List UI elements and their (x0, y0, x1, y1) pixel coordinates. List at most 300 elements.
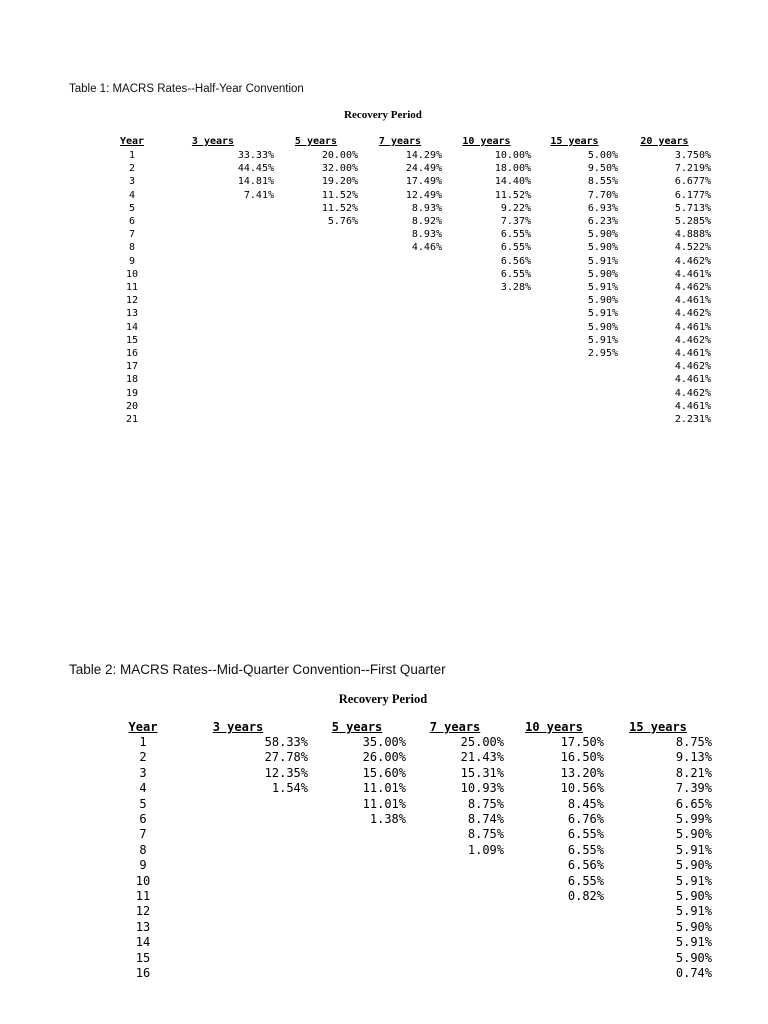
rate-cell (152, 321, 274, 334)
rate-cell: 8.93% (411, 202, 442, 214)
rate-cell: 24.49% (405, 163, 442, 175)
rate-cell: 35.00% (362, 735, 406, 749)
rate-cell: 6.55% (500, 242, 531, 254)
rate-cell: 6.65% (675, 796, 712, 811)
table-row (112, 241, 711, 254)
rate-cell (152, 334, 274, 347)
rate-cell (274, 347, 358, 360)
rate-cell: 19.20% (321, 176, 358, 188)
rate-cell: 8.45% (567, 796, 604, 811)
rate-cell: 15.60% (362, 765, 406, 780)
table-row (118, 750, 712, 765)
year-cell: 8 (139, 842, 147, 857)
rate-cell: 7.37% (500, 216, 531, 228)
rate-cell: 5.91% (587, 255, 618, 267)
rate-cell (274, 373, 358, 386)
rate-cell: 5.90% (675, 889, 712, 904)
table1-header-row (112, 135, 711, 149)
table-row (112, 149, 711, 162)
rate-cell (406, 858, 504, 873)
year-cell: 16 (135, 966, 151, 981)
rate-cell: 32.00% (321, 163, 358, 175)
year-cell: 9 (128, 255, 136, 267)
year-cell: 13 (135, 919, 151, 934)
rate-cell: 5.713% (674, 202, 711, 214)
table1-macrs-half-year (112, 135, 711, 426)
year-cell: 11 (125, 282, 139, 294)
rate-cell (152, 387, 274, 400)
rate-cell (274, 281, 358, 294)
table-row (112, 413, 711, 426)
table-row (118, 766, 712, 781)
rate-cell: 6.93% (587, 202, 618, 214)
table-row (112, 281, 711, 294)
rate-cell (308, 920, 406, 935)
rate-cell (274, 413, 358, 426)
rate-cell: 4.461% (674, 321, 711, 333)
rate-cell: 4.461% (674, 295, 711, 307)
rate-cell: 4.461% (674, 348, 711, 360)
rate-cell: 16.50% (560, 750, 604, 765)
rate-cell (274, 241, 358, 254)
rate-cell (531, 413, 618, 426)
year-cell: 5 (128, 202, 136, 214)
rate-cell: 17.50% (560, 735, 604, 749)
table-row (112, 189, 711, 202)
rate-cell (308, 951, 406, 966)
table-row (112, 347, 711, 360)
table-row (118, 935, 712, 950)
table-row (118, 966, 712, 981)
rate-cell (442, 360, 531, 373)
table2-recovery-period-heading: Recovery Period (338, 692, 428, 706)
rate-cell (504, 920, 604, 935)
year-cell: 12 (135, 904, 151, 919)
rate-cell: 14.40% (494, 176, 531, 188)
rate-cell: 5.90% (587, 242, 618, 254)
column-header-recovery-period: 3 years (191, 136, 235, 147)
table-row (118, 904, 712, 919)
rate-cell (442, 307, 531, 320)
rate-cell (168, 858, 308, 873)
rate-cell: 4.462% (674, 387, 711, 399)
rate-cell: 6.76% (567, 812, 604, 827)
rate-cell (274, 321, 358, 334)
rate-cell: 5.90% (587, 295, 618, 307)
table-row (112, 294, 711, 307)
rate-cell: 5.91% (587, 282, 618, 294)
rate-cell: 1.38% (369, 812, 406, 827)
rate-cell: 5.76% (327, 216, 358, 228)
rate-cell: 4.462% (674, 361, 711, 373)
rate-cell: 58.33% (264, 735, 308, 749)
rate-cell (152, 215, 274, 228)
column-header-recovery-period: 7 years (429, 720, 481, 734)
rate-cell: 0.74% (675, 966, 712, 981)
rate-cell (406, 904, 504, 919)
rate-cell: 5.90% (587, 268, 618, 280)
year-cell: 6 (139, 812, 147, 827)
rate-cell (531, 373, 618, 386)
year-cell: 10 (125, 268, 139, 280)
rate-cell (531, 400, 618, 413)
table-row (112, 202, 711, 215)
rate-cell: 8.92% (411, 216, 442, 228)
rate-cell (308, 904, 406, 919)
rate-cell (274, 228, 358, 241)
rate-cell (406, 874, 504, 889)
rate-cell (358, 321, 442, 334)
year-cell: 9 (139, 858, 147, 873)
rate-cell: 8.75% (467, 827, 504, 842)
rate-cell (531, 360, 618, 373)
rate-cell: 27.78% (264, 750, 308, 765)
table-row (112, 360, 711, 373)
table-row (112, 175, 711, 188)
rate-cell: 6.677% (674, 176, 711, 188)
rate-cell (308, 889, 406, 904)
rate-cell (152, 307, 274, 320)
table1-recovery-period-heading: Recovery Period (344, 109, 422, 121)
rate-cell: 17.49% (405, 176, 442, 188)
rate-cell: 5.90% (587, 229, 618, 241)
rate-cell (152, 347, 274, 360)
year-cell: 17 (125, 361, 139, 373)
table-row (112, 255, 711, 268)
rate-cell: 6.55% (567, 827, 604, 842)
column-header-recovery-period: 5 years (294, 136, 338, 147)
year-cell: 2 (139, 750, 147, 765)
year-cell: 4 (139, 781, 147, 796)
rate-cell: 5.91% (587, 308, 618, 320)
rate-cell (152, 202, 274, 215)
rate-cell (152, 281, 274, 294)
rate-cell (168, 966, 308, 981)
year-cell: 11 (135, 889, 151, 904)
rate-cell: 10.00% (494, 150, 531, 161)
rate-cell: 1.09% (467, 842, 504, 857)
rate-cell: 11.52% (321, 202, 358, 214)
rate-cell (168, 889, 308, 904)
column-header-recovery-period: 7 years (378, 136, 422, 147)
rate-cell (358, 360, 442, 373)
rate-cell: 2.95% (587, 348, 618, 360)
table2-caption: Table 2: MACRS Rates--Mid-Quarter Convention--First Quarter (69, 662, 446, 677)
rate-cell: 4.462% (674, 308, 711, 320)
year-cell: 18 (125, 374, 139, 386)
rate-cell: 6.56% (500, 255, 531, 267)
rate-cell (442, 373, 531, 386)
rate-cell (168, 827, 308, 842)
year-cell: 15 (125, 334, 139, 346)
rate-cell (308, 858, 406, 873)
table2-body (118, 735, 712, 982)
table-row (118, 797, 712, 812)
table-row (118, 781, 712, 796)
rate-cell (358, 307, 442, 320)
rate-cell: 7.41% (243, 189, 274, 201)
rate-cell: 7.70% (587, 189, 618, 201)
rate-cell: 6.55% (500, 268, 531, 280)
rate-cell (308, 966, 406, 981)
rate-cell: 11.01% (362, 781, 406, 796)
rate-cell: 4.461% (674, 268, 711, 280)
rate-cell: 4.888% (674, 229, 711, 241)
year-cell: 7 (139, 827, 147, 842)
year-cell: 10 (135, 873, 151, 888)
year-cell: 3 (139, 765, 147, 780)
table-row (112, 373, 711, 386)
rate-cell: 6.56% (567, 858, 604, 873)
rate-cell: 18.00% (494, 163, 531, 175)
rate-cell (504, 966, 604, 981)
column-header-recovery-period: 15 years (629, 720, 687, 734)
rate-cell (152, 241, 274, 254)
rate-cell: 6.55% (567, 842, 604, 857)
rate-cell: 7.39% (675, 781, 712, 796)
rate-cell (358, 281, 442, 294)
year-cell: 8 (128, 242, 136, 254)
year-cell: 14 (125, 321, 139, 333)
rate-cell: 9.50% (587, 163, 618, 175)
rate-cell: 6.55% (500, 229, 531, 241)
year-cell: 1 (139, 735, 147, 749)
rate-cell: 5.00% (587, 150, 618, 161)
column-header-recovery-period: 3 years (212, 720, 264, 734)
table-row (118, 858, 712, 873)
rate-cell: 44.45% (237, 163, 274, 175)
rate-cell (308, 843, 406, 858)
table-row (118, 920, 712, 935)
rate-cell (308, 827, 406, 842)
rate-cell: 7.219% (674, 163, 711, 175)
rate-cell: 6.177% (674, 189, 711, 201)
rate-cell: 14.29% (405, 150, 442, 161)
table-row (118, 843, 712, 858)
rate-cell (274, 334, 358, 347)
table-row (118, 827, 712, 842)
rate-cell (358, 255, 442, 268)
table-row (112, 268, 711, 281)
rate-cell: 8.75% (675, 735, 712, 749)
rate-cell: 5.99% (675, 812, 712, 827)
rate-cell (308, 935, 406, 950)
rate-cell: 5.285% (674, 216, 711, 228)
rate-cell: 12.49% (405, 189, 442, 201)
year-cell: 16 (125, 348, 139, 360)
rate-cell: 6.55% (567, 873, 604, 888)
table-row (112, 321, 711, 334)
year-cell: 3 (128, 176, 136, 188)
rate-cell (442, 400, 531, 413)
rate-cell (168, 843, 308, 858)
rate-cell (152, 413, 274, 426)
rate-cell (358, 334, 442, 347)
year-cell: 21 (125, 414, 139, 426)
rate-cell: 10.93% (460, 781, 504, 796)
table2-macrs-mid-quarter (118, 719, 712, 982)
column-header-year: Year (128, 720, 158, 734)
rate-cell (406, 935, 504, 950)
rate-cell (442, 294, 531, 307)
rate-cell: 4.461% (674, 400, 711, 412)
rate-cell (152, 373, 274, 386)
rate-cell (358, 268, 442, 281)
column-header-recovery-period: 5 years (331, 720, 383, 734)
rate-cell: 8.55% (587, 176, 618, 188)
table-row (112, 307, 711, 320)
rate-cell: 9.22% (500, 202, 531, 214)
column-header-recovery-period: 15 years (550, 136, 599, 147)
rate-cell (358, 387, 442, 400)
rate-cell (274, 360, 358, 373)
rate-cell: 8.74% (467, 812, 504, 827)
rate-cell: 12.35% (264, 765, 308, 780)
rate-cell: 8.21% (675, 765, 712, 780)
rate-cell (152, 228, 274, 241)
column-header-recovery-period: 20 years (640, 136, 689, 147)
year-cell: 5 (139, 796, 147, 811)
rate-cell (442, 347, 531, 360)
rate-cell (168, 812, 308, 827)
table-row (118, 889, 712, 904)
rate-cell (358, 373, 442, 386)
rate-cell: 5.90% (675, 950, 712, 965)
rate-cell: 6.23% (587, 216, 618, 228)
rate-cell (531, 387, 618, 400)
year-cell: 13 (125, 308, 139, 320)
rate-cell: 11.01% (362, 796, 406, 811)
rate-cell: 4.462% (674, 255, 711, 267)
rate-cell: 25.00% (460, 735, 504, 749)
table-row (118, 735, 712, 750)
rate-cell (152, 255, 274, 268)
table-row (112, 334, 711, 347)
table-row (112, 215, 711, 228)
rate-cell: 5.91% (675, 904, 712, 919)
table1-caption: Table 1: MACRS Rates--Half-Year Convention (69, 83, 304, 95)
rate-cell: 4.462% (674, 282, 711, 294)
rate-cell: 11.52% (321, 189, 358, 201)
rate-cell (358, 347, 442, 360)
rate-cell (358, 294, 442, 307)
column-header-recovery-period: 10 years (525, 720, 583, 734)
rate-cell (168, 935, 308, 950)
year-cell: 2 (128, 163, 136, 175)
table2-header-row (118, 719, 712, 735)
rate-cell (152, 268, 274, 281)
rate-cell (406, 951, 504, 966)
table-row (118, 812, 712, 827)
rate-cell: 14.81% (237, 176, 274, 188)
rate-cell: 4.461% (674, 374, 711, 386)
rate-cell (274, 294, 358, 307)
rate-cell: 3.28% (500, 282, 531, 294)
rate-cell: 0.82% (567, 889, 604, 904)
table-row (118, 951, 712, 966)
rate-cell (152, 294, 274, 307)
table1-body (112, 149, 711, 426)
rate-cell (152, 400, 274, 413)
rate-cell (274, 400, 358, 413)
rate-cell: 1.54% (271, 781, 308, 796)
rate-cell (358, 413, 442, 426)
rate-cell: 4.462% (674, 334, 711, 346)
rate-cell (168, 904, 308, 919)
year-cell: 20 (125, 400, 139, 412)
year-cell: 14 (135, 935, 151, 950)
column-header-recovery-period: 10 years (462, 136, 511, 147)
rate-cell (168, 920, 308, 935)
rate-cell: 3.750% (674, 150, 711, 161)
rate-cell: 5.91% (675, 935, 712, 950)
year-cell: 7 (128, 229, 136, 241)
year-cell: 6 (128, 216, 136, 228)
column-header-year: Year (119, 136, 145, 147)
rate-cell: 20.00% (321, 150, 358, 161)
rate-cell: 5.91% (675, 842, 712, 857)
table-row (118, 874, 712, 889)
rate-cell: 5.90% (587, 321, 618, 333)
rate-cell: 4.522% (674, 242, 711, 254)
rate-cell: 15.31% (460, 765, 504, 780)
rate-cell (504, 935, 604, 950)
rate-cell (152, 360, 274, 373)
rate-cell (168, 797, 308, 812)
table1-header (112, 135, 711, 149)
rate-cell: 10.56% (560, 781, 604, 796)
table-row (112, 162, 711, 175)
rate-cell: 8.93% (411, 229, 442, 241)
rate-cell: 5.90% (675, 919, 712, 934)
rate-cell: 9.13% (675, 750, 712, 765)
rate-cell (358, 400, 442, 413)
rate-cell (274, 268, 358, 281)
rate-cell: 11.52% (494, 189, 531, 201)
year-cell: 1 (128, 150, 136, 161)
rate-cell: 26.00% (362, 750, 406, 765)
rate-cell (168, 951, 308, 966)
rate-cell (274, 387, 358, 400)
rate-cell: 4.46% (411, 242, 442, 254)
table-row (112, 228, 711, 241)
rate-cell (406, 966, 504, 981)
rate-cell: 2.231% (674, 414, 711, 426)
table-row (112, 400, 711, 413)
rate-cell (308, 874, 406, 889)
rate-cell: 5.91% (587, 334, 618, 346)
rate-cell (406, 920, 504, 935)
rate-cell (442, 334, 531, 347)
rate-cell (274, 307, 358, 320)
rate-cell (504, 904, 604, 919)
rate-cell: 21.43% (460, 750, 504, 765)
table2-header (118, 719, 712, 735)
rate-cell: 5.91% (675, 873, 712, 888)
rate-cell (442, 387, 531, 400)
rate-cell: 33.33% (237, 150, 274, 161)
rate-cell (504, 951, 604, 966)
rate-cell (406, 889, 504, 904)
year-cell: 19 (125, 387, 139, 399)
rate-cell (442, 413, 531, 426)
rate-cell: 8.75% (467, 796, 504, 811)
year-cell: 12 (125, 295, 139, 307)
year-cell: 15 (135, 950, 151, 965)
table-row (112, 387, 711, 400)
rate-cell: 5.90% (675, 858, 712, 873)
rate-cell (274, 255, 358, 268)
